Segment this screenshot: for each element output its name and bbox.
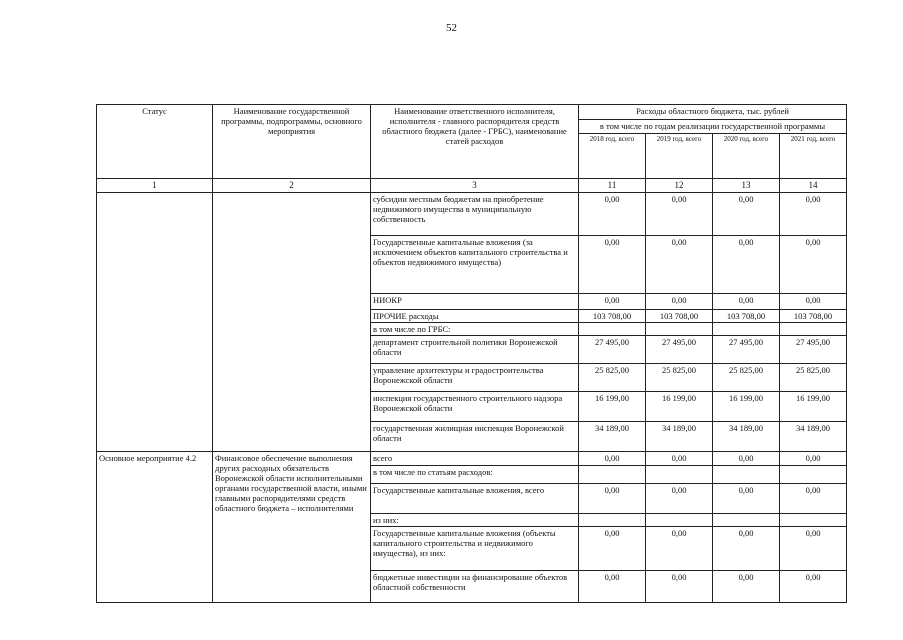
value-cell: 0,00	[579, 452, 646, 466]
value-cell: 0,00	[780, 527, 847, 571]
value-cell: 16 199,00	[579, 392, 646, 422]
header-year-2020: 2020 год, всего	[713, 134, 780, 179]
value-cell: 103 708,00	[646, 310, 713, 323]
value-cell: 25 825,00	[579, 364, 646, 392]
value-cell: 0,00	[780, 193, 847, 236]
value-cell: 27 495,00	[713, 336, 780, 364]
value-cell: 0,00	[780, 236, 847, 294]
value-cell: 0,00	[579, 527, 646, 571]
value-cell: 0,00	[713, 193, 780, 236]
row-label: из них:	[371, 514, 579, 527]
value-cell: 27 495,00	[780, 336, 847, 364]
value-cell: 27 495,00	[646, 336, 713, 364]
column-number: 14	[780, 179, 847, 193]
value-cell	[579, 514, 646, 527]
value-cell	[579, 466, 646, 484]
value-cell: 16 199,00	[646, 392, 713, 422]
row-label: бюджетные инвестиции на финансирование объектов областной собственности	[371, 571, 579, 603]
value-cell: 0,00	[713, 236, 780, 294]
column-number: 12	[646, 179, 713, 193]
page-number: 52	[446, 22, 457, 34]
column-number: 3	[371, 179, 579, 193]
header-year-2018: 2018 год, всего	[579, 134, 646, 179]
value-cell	[579, 323, 646, 336]
row-label: в том числе по ГРБС:	[371, 323, 579, 336]
value-cell	[780, 466, 847, 484]
value-cell	[646, 466, 713, 484]
value-cell: 34 189,00	[646, 422, 713, 452]
value-cell: 0,00	[646, 571, 713, 603]
value-cell: 34 189,00	[579, 422, 646, 452]
value-cell: 0,00	[579, 571, 646, 603]
value-cell: 0,00	[646, 193, 713, 236]
row-label: департамент строительной политики Воронежской области	[371, 336, 579, 364]
header-executor: Наименование ответственного исполнителя, исполнителя - главного распорядителя средств областного бюджета (далее - ГРБС), наименование статей расходов	[371, 105, 579, 179]
value-cell: 25 825,00	[646, 364, 713, 392]
column-number: 11	[579, 179, 646, 193]
program-cell-empty	[213, 193, 371, 452]
value-cell: 0,00	[579, 236, 646, 294]
header-program-name: Наименование государственной программы, подпрограммы, основного мероприятия	[213, 105, 371, 179]
value-cell: 0,00	[713, 527, 780, 571]
column-number: 1	[97, 179, 213, 193]
value-cell: 16 199,00	[713, 392, 780, 422]
value-cell	[646, 323, 713, 336]
header-expenses: Расходы областного бюджета, тыс. рублей	[579, 105, 847, 120]
column-number: 13	[713, 179, 780, 193]
row-label: Государственные капитальные вложения (за исключением объектов капитального строительства и объектов недвижимого имущества)	[371, 236, 579, 294]
value-cell: 0,00	[579, 294, 646, 310]
program-name-4-2: Финансовое обеспечение выполнения других расходных обязательств Воронежской области исполнительными органами государственной власти, иными главными распорядителями средств областного бюджета – исполнителями	[213, 452, 371, 603]
value-cell: 0,00	[780, 294, 847, 310]
value-cell: 0,00	[646, 527, 713, 571]
column-number-row	[97, 179, 847, 193]
header-year-2021: 2021 год, всего	[780, 134, 847, 179]
value-cell: 0,00	[780, 484, 847, 514]
value-cell: 16 199,00	[780, 392, 847, 422]
header-by-years: в том числе по годам реализации государственной программы	[579, 120, 847, 134]
value-cell: 0,00	[713, 571, 780, 603]
value-cell: 0,00	[579, 484, 646, 514]
value-cell: 25 825,00	[780, 364, 847, 392]
value-cell: 0,00	[713, 484, 780, 514]
value-cell: 0,00	[646, 294, 713, 310]
row-label: Государственные капитальные вложения (объекты капитального строительства и недвижимого имущества), из них:	[371, 527, 579, 571]
value-cell: 0,00	[780, 452, 847, 466]
row-label: субсидии местным бюджетам на приобретение недвижимого имущества в муниципальную собственность	[371, 193, 579, 236]
row-label: ПРОЧИЕ расходы	[371, 310, 579, 323]
table-row	[97, 452, 847, 466]
value-cell	[713, 323, 780, 336]
value-cell	[780, 514, 847, 527]
status-cell-empty	[97, 193, 213, 452]
value-cell: 0,00	[579, 193, 646, 236]
value-cell: 0,00	[780, 571, 847, 603]
value-cell: 25 825,00	[713, 364, 780, 392]
value-cell: 0,00	[646, 236, 713, 294]
value-cell: 103 708,00	[579, 310, 646, 323]
value-cell: 34 189,00	[713, 422, 780, 452]
value-cell: 0,00	[646, 484, 713, 514]
value-cell: 0,00	[646, 452, 713, 466]
value-cell: 0,00	[713, 294, 780, 310]
budget-table	[96, 104, 847, 603]
row-label: всего	[371, 452, 579, 466]
value-cell	[646, 514, 713, 527]
value-cell	[780, 323, 847, 336]
header-year-2019: 2019 год, всего	[646, 134, 713, 179]
status-main-activity-4-2: Основное мероприятие 4.2	[97, 452, 213, 603]
value-cell: 27 495,00	[579, 336, 646, 364]
table-row	[97, 193, 847, 236]
value-cell: 0,00	[713, 452, 780, 466]
value-cell	[713, 466, 780, 484]
value-cell: 34 189,00	[780, 422, 847, 452]
value-cell: 103 708,00	[780, 310, 847, 323]
column-number: 2	[213, 179, 371, 193]
row-label: НИОКР	[371, 294, 579, 310]
row-label: в том числе по статьям расходов:	[371, 466, 579, 484]
value-cell	[713, 514, 780, 527]
value-cell: 103 708,00	[713, 310, 780, 323]
row-label: инспекция государственного строительного надзора Воронежской области	[371, 392, 579, 422]
row-label: Государственные капитальные вложения, всего	[371, 484, 579, 514]
header-status: Статус	[97, 105, 213, 179]
row-label: управление архитектуры и градостроительства Воронежской области	[371, 364, 579, 392]
row-label: государственная жилищная инспекция Воронежской области	[371, 422, 579, 452]
